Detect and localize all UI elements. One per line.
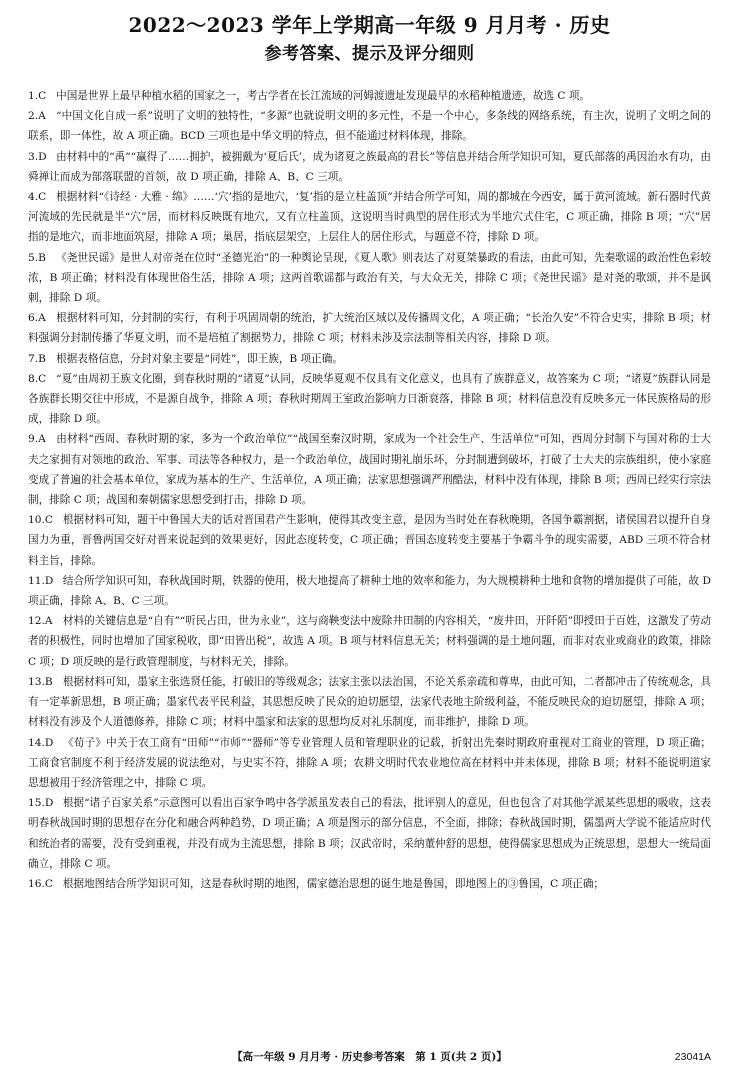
answer-number: 3.: [28, 150, 39, 163]
answer-explanation: “夏”由周初王族文化圈，到春秋时期的“诸夏”认同，反映华夏观不仅具有文化意义，也具有了族群意义，故答案为 C 项；“诸夏”族群认同是各族群长期交往中形成，不是源自战争，排除 A 项；春秋时期周王室政治影响力日渐衰落，排除 B 项；材料信息没有反映多元一体民族格局的形成，排除 D 项。: [28, 372, 711, 426]
footer-doc-code: 23041A: [674, 1051, 711, 1063]
answer-explanation: 根据“诸子百家关系”示意图可以看出百家争鸣中各学派虽发表自己的看法，批评别人的意见，但也包含了对其他学派某些思想的吸收，这表明春秋战国时期的思想存在分化和融合两种趋势，D 项正确；A 项是图示的部分信息，不全面，排除；春秋战国时期，儒墨两大学说不能适应时代和统治者的需要，没有受到重视，并没有成为主流思想，排除 B 项；汉武帝时，采纳董仲舒的思想，使得儒家思想成为正统思想，思想大一统局面确立，排除 C 项。: [28, 797, 711, 870]
answer-number: 5.: [28, 251, 39, 264]
answer-key: C: [38, 90, 47, 102]
answer-key: A: [44, 615, 53, 628]
page-footer: [28, 1048, 711, 1066]
answer-item: [28, 187, 711, 248]
answer-number: 4.: [28, 191, 39, 204]
answer-number: 11.: [28, 574, 45, 587]
answer-key: C: [38, 372, 47, 385]
answer-key: D: [44, 797, 54, 810]
answer-item: [28, 793, 711, 874]
answer-item: [28, 147, 711, 187]
answer-number: 6.: [28, 312, 39, 325]
answer-key: B: [38, 352, 46, 365]
answer-explanation: 由材料“西周、春秋时期的家，多为一个政治单位”“战国至秦汉时期，家成为一个社会生产、生活单位”可知，西周分封制下与国对称的士大夫之家拥有对领地的政治、军事、司法等各种权力，是一个政治单位，战国时期礼崩乐坏，分封制遭到破坏，打破了士大夫的宗族组织，使小家庭变成了普遍的社会基本单位，家成为基本的生产、生活单位，A 项正确；法家思想强调严刑酷法，材料中没有体现，排除 B 项；西周已经实行宗法制，排除 C 项；战国和秦朝儒家思想受到打击，排除 D 项。: [28, 433, 711, 507]
answer-key: A: [38, 433, 46, 446]
answer-key: B: [38, 251, 46, 264]
answer-number: 14.: [28, 736, 45, 749]
answer-item: [28, 248, 711, 309]
answer-item: [28, 510, 711, 571]
answer-list: [28, 86, 711, 894]
answer-explanation: “中国文化自成一系”说明了文明的独特性，“多源”也就说明文明的多元性，不是一个中心，多条线的网络系统，有主次，说明了文明之间的联系，即一体性，故 A 项正确。BCD 三项也是中华文明的特点，但不能通过材料体现，排除。: [28, 110, 711, 143]
answer-explanation: 根据材料可知，分封制的实行，有利于巩固周朝的统治，扩大统治区域以及传播周文化，A 项正确；“长治久安”不符合史实，排除 B 项；材料强调分封制传播了华夏文明，而不是培植了割据势力，排除 C 项；材料未涉及宗法制等相关内容，排除 D 项。: [28, 312, 711, 345]
answer-number: 1.: [28, 90, 39, 102]
answer-item: [28, 571, 711, 611]
answer-item: [28, 733, 711, 794]
answer-explanation: 根据材料“《诗经 · 大雅 · 绵》……‘穴’指的是地穴，‘复’指的是立柱盖顶”并结合所学可知，周的都城在今西安，属于黄河流域。新石器时代黄河流域的先民就是半“穴”居，而材料反映既有地穴，又有立柱盖顶，这说明当时典型的居住形式为半地穴式住宅，C 项正确，排除 B 项；“穴”居指的是地穴，而非地面筑屋，排除 A 项；巢居，指底层架空，上层住人的居住形式，与题意不符，排除 D 项。: [28, 191, 711, 244]
answer-explanation: 中国是世界上最早种植水稻的国家之一，考古学者在长江流域的河姆渡遗址发现最早的水稻种植遗迹，故选 C 项。: [56, 90, 591, 102]
answer-item: [28, 349, 711, 369]
answer-number: 12.: [28, 615, 45, 628]
answer-explanation: 根据表格信息，分封对象主要是“同姓”，即王族，B 项正确。: [56, 352, 343, 365]
answer-key: C: [44, 877, 53, 890]
answer-key: A: [38, 312, 46, 325]
answer-number: 13.: [28, 675, 45, 688]
answer-explanation: 根据材料可知，墨家主张选贤任能，打破旧的等级观念；法家主张以法治国，不论关系亲疏和尊卑，由此可知，二者都冲击了传统观念，具有一定革新思想，B 项正确；墨家代表平民利益，其思想反映了民众的迫切愿望，法家代表地主阶级利益，不能反映民众的迫切愿望，排除 A 项；材料没有涉及个人道德修养，排除 C 项；材料中墨家和法家的思想均反对礼乐制度，而非维护，排除 D 项。: [28, 675, 711, 729]
answer-key: A: [38, 110, 46, 123]
answer-item: [28, 429, 711, 510]
answer-number: 7.: [28, 352, 39, 365]
answer-item: [28, 86, 711, 106]
answer-item: [28, 672, 711, 733]
answer-explanation: 根据地图结合所学知识可知，这是春秋时期的地图，儒家德治思想的诞生地是鲁国，即地图上的③鲁国，C 项正确；: [62, 877, 605, 890]
footer-page-info: 【高一年级 9 月月考 · 历史参考答案 第 1 页(共 2 页)】: [232, 1051, 507, 1063]
document-title: 2022～2023 学年上学期高一年级 9 月月考 · 历史: [128, 13, 611, 37]
answer-key: D: [44, 574, 54, 587]
answer-item: [28, 308, 711, 348]
answer-explanation: 《尧世民谣》是世人对帝尧在位时“圣德光治”的一种舆论呈现，《夏人歌》则表达了对夏桀暴政的看法，由此可知，先秦歌谣的政治性色彩较浓，B 项正确；材料没有体现世俗生活，排除 A 项；这两首歌谣都与政治有关，与大众无关，排除 C 项；《尧世民谣》是对尧的歌颂，并不是讽刺，排除 D 项。: [28, 251, 711, 305]
answer-item: [28, 874, 711, 894]
answer-explanation: 材料的关键信息是“自有”“听民占田，世为永业”，这与商鞅变法中废除井田制的内容相关，“废井田，开阡陌”即授田于百姓，这激发了劳动者的积极性，同时也增加了国家税收，即“田皆出税”，故选 A 项。B 项与材料信息无关；材料强调的是土地问题，而非对农业或商业的政策，排除 C 项；D 项反映的是行政管理制度，与材料无关，排除。: [28, 615, 711, 668]
answer-number: 9.: [28, 433, 39, 446]
answer-key: C: [44, 514, 53, 527]
document-subtitle: 参考答案、提示及评分细则: [264, 44, 475, 64]
answer-item: [28, 611, 711, 672]
answer-number: 16.: [28, 877, 45, 890]
answer-explanation: 《荀子》中关于农工商有“田师”“市师”“器师”等专业管理人员和管理职业的记载，折射出先秦时期政府重视对工商业的管理，D 项正确；工商食官制度不利于经济发展的说法绝对，与史实不符，排除 A 项；农耕文明时代农业地位高在材料中并未体现，排除 B 项；材料不能说明道家思想被用于经济管理之中，排除 C 项。: [28, 736, 711, 789]
answer-item: [28, 106, 711, 146]
answer-number: 2.: [28, 110, 39, 123]
answer-key: D: [38, 150, 47, 163]
answer-key: B: [44, 675, 53, 688]
answer-number: 10.: [28, 514, 45, 527]
answer-explanation: 由材料中的“禹”“赢得了……拥护，被拥戴为‘夏后氏’，成为诸夏之族最高的君长”等信息并结合所学知识可知，夏氏部落的禹因治水有功，由舜禅让而成为部落联盟的首领，故 D 项正确，排除 A、B、C 三项。: [28, 150, 711, 183]
answer-item: [28, 369, 711, 430]
answer-key: C: [38, 191, 47, 204]
answer-explanation: 结合所学知识可知，春秋战国时期，铁器的使用，极大地提高了耕种土地的效率和能力，为大规模耕种土地和食物的增加提供了可能，故 D 项正确，排除 A、B、C 三项。: [28, 574, 711, 608]
answer-number: 15.: [28, 797, 45, 810]
answer-number: 8.: [28, 372, 39, 385]
answer-key: D: [44, 736, 54, 749]
answer-explanation: 根据材料可知，题干中鲁国大夫的话对晋国君产生影响，使得其改变主意，是因为当时处在春秋晚期，各国争霸割据，诸侯国君以提升自身国力为重，晋鲁两国交好对晋来说起到的效果更好，因此态度转变，C 项正确；晋国态度转变主要基于争霸斗争的现实需要，ABD 三项不符合材料主旨，排除。: [28, 514, 711, 567]
